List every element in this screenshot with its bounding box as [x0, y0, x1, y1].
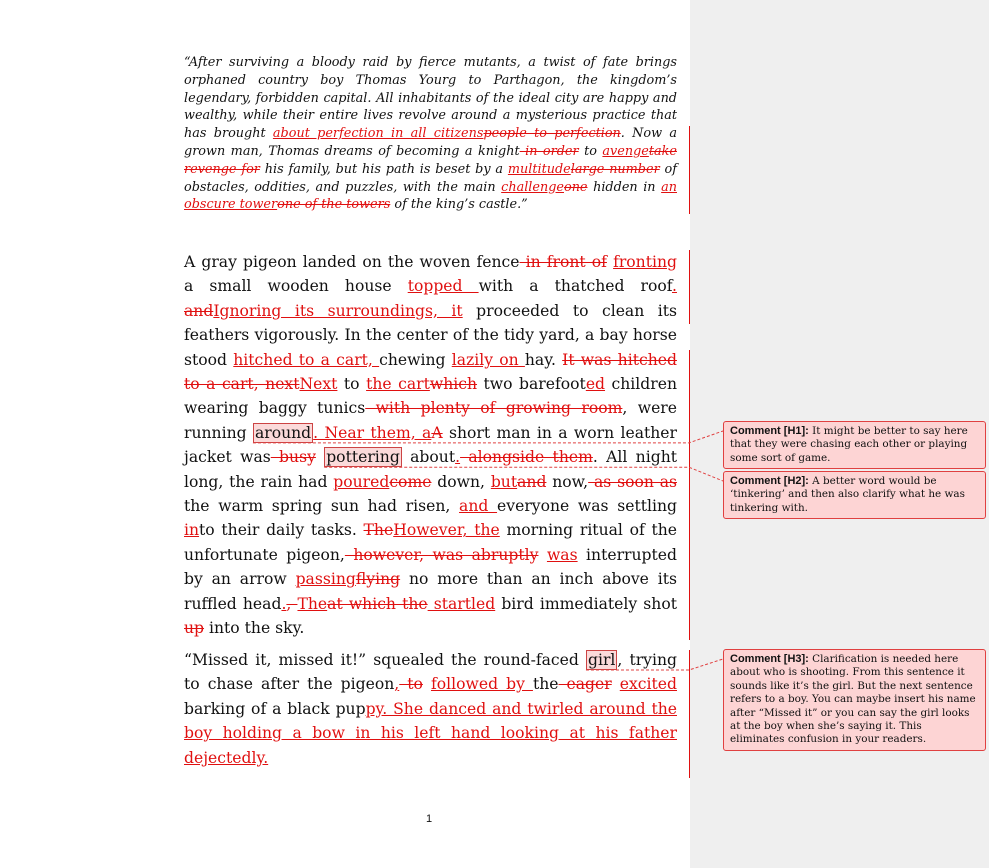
insertion[interactable]: poured [333, 472, 390, 491]
deletion[interactable]: in front of [519, 253, 607, 271]
text-run: his family, but his path is beset by a [259, 161, 508, 177]
text-run: to [337, 375, 367, 394]
deletion[interactable]: take revenge for [184, 143, 677, 177]
comment-balloon-h2[interactable] [723, 471, 986, 519]
insertion[interactable]: Ignoring its surroundings, it [213, 301, 463, 320]
text-run: everyone was settling [497, 497, 678, 516]
insertion[interactable]: followed by [430, 675, 533, 694]
deletion[interactable]: in order [519, 143, 579, 159]
text-run: . Now a grown man, Thomas dreams of becoming a knight [184, 126, 677, 159]
insertion[interactable]: . Near them, a [313, 423, 432, 442]
insertion[interactable]: the cart [366, 375, 430, 394]
deletion[interactable]: with plenty of growing room [365, 399, 623, 418]
deletion[interactable]: people to perfection [483, 126, 621, 142]
insertion[interactable]: about perfection in all citizens [272, 126, 484, 142]
text-run: hay. [524, 350, 563, 369]
summary-paragraph[interactable] [184, 54, 677, 214]
text-run: no more than an inch above its ruffled head [184, 570, 677, 613]
comment-label: Comment [H3]: [730, 653, 809, 665]
text-run [612, 675, 620, 693]
text-run: a small wooden house [184, 277, 408, 296]
insertion[interactable]: in [184, 521, 200, 540]
change-bar [689, 350, 690, 640]
comment-label: Comment [H2]: [730, 475, 809, 487]
change-bar [689, 126, 690, 214]
text-run: down, [431, 472, 491, 491]
page-number: 1 [426, 813, 433, 825]
deletion[interactable]: It was hitched to a cart, next [184, 350, 677, 394]
deletion[interactable]: come [389, 472, 432, 491]
deletion[interactable]: busy [270, 448, 316, 467]
insertion[interactable]: but [490, 472, 518, 491]
deletion[interactable]: flying [355, 570, 401, 589]
deletion[interactable]: The [363, 521, 394, 540]
comment-text: It might be better to say here that they were chasing each other or playing some sort of game. [730, 425, 968, 464]
text-run: morning ritual of the unfortunate pigeon, [184, 521, 678, 564]
text-run: short man in a worn leather jacket was [184, 423, 677, 467]
deletion[interactable]: eager [558, 675, 612, 694]
insertion[interactable]: startled [427, 594, 496, 613]
text-run: of the king’s castle.” [390, 197, 528, 213]
deletion[interactable]: A [431, 423, 443, 442]
comment-text: Clarification is needed here about who is shooting. From this sentence it sounds like it’s the girl. But the next sentence refers to a boy. You can maybe insert his name after “Missed it” or you can say the girl looks at the boy when she’s saying it. This eliminates confusion in your readers. [730, 653, 976, 746]
deletion[interactable]: as soon as [588, 472, 677, 491]
insertion[interactable]: hitched to a cart, [233, 350, 380, 369]
deletion[interactable]: to [399, 675, 423, 694]
body-paragraph-2[interactable] [184, 648, 677, 770]
insertion[interactable]: was [546, 545, 578, 564]
deletion[interactable]: up [184, 619, 205, 638]
text-run: with a thatched roof [478, 277, 673, 296]
insertion[interactable]: topped [407, 277, 479, 296]
comment-anchor-h1[interactable]: around [254, 423, 312, 442]
comment-balloon-h1[interactable] [723, 421, 986, 469]
deletion[interactable]: and [184, 301, 214, 320]
deletion[interactable]: one of the towers [277, 197, 391, 213]
text-run: hidden in [587, 179, 662, 195]
deletion[interactable]: , [286, 594, 298, 613]
text-run: bird immediately shot [495, 594, 677, 613]
insertion[interactable]: The [297, 594, 328, 613]
text-run: the [532, 675, 559, 694]
insertion[interactable]: . [455, 448, 461, 467]
text-run: about [401, 448, 456, 467]
text-run: now, [546, 472, 589, 491]
deletion[interactable]: and [517, 472, 547, 491]
comment-anchor-h3[interactable]: girl [587, 651, 616, 669]
text-run: . All night long, the rain had [184, 448, 677, 491]
text-run: of obstacles, oddities, and puzzles, with the main [184, 161, 677, 195]
insertion[interactable]: avenge [602, 143, 649, 159]
insertion[interactable]: Next [299, 375, 338, 394]
text-run: proceeded to clean its feathers vigorously. In the center of the tidy yard, a bay horse stood [184, 301, 677, 369]
deletion[interactable]: at which the [327, 594, 428, 613]
body-paragraph-1[interactable] [184, 250, 677, 641]
insertion[interactable]: , [394, 675, 400, 694]
comment-text: A better word would be ‘tinkering’ and then also clarify what he was tinkering with. [730, 475, 965, 514]
insertion[interactable]: lazily on [451, 350, 525, 369]
comment-label: Comment [H1]: [730, 425, 809, 437]
insertion[interactable]: multitude [507, 161, 571, 177]
insertion[interactable]: However, the [393, 521, 500, 540]
text-run [316, 448, 324, 466]
text-run: , were running [184, 399, 677, 442]
comment-anchor-h2[interactable]: pottering [326, 448, 400, 467]
text-run: the warm spring sun had risen, [184, 497, 460, 516]
deletion[interactable]: large number [570, 161, 660, 177]
insertion[interactable]: . [281, 594, 287, 613]
text-run: to [578, 143, 603, 159]
text-run [538, 546, 546, 564]
insertion[interactable]: ed [585, 375, 606, 394]
insertion[interactable]: challenge [501, 179, 564, 195]
insertion[interactable]: and [459, 497, 498, 516]
text-run: “Missed it, missed it!” squealed the round-faced [184, 651, 586, 669]
deletion[interactable]: alongside them [460, 448, 593, 467]
text-run: barking of a black pup [184, 699, 366, 718]
text-run: chewing [379, 350, 452, 369]
text-run: , trying to chase after the pigeon [184, 651, 677, 694]
insertion[interactable]: py. She danced and twirled around the boy holding a bow in his left hand looking at his father dejectedly. [184, 699, 677, 767]
insertion[interactable]: passing [295, 570, 356, 589]
text-run: two barefoot [477, 375, 586, 394]
text-run: “After surviving a bloody raid by fierce mutants, a twist of fate brings orphaned country boy Thomas Yourg to Parthagon, the kingdom’s legendary, forbidden capital. All inhabitants of the ideal city are happy and wealthy, while their entire lives revolve around a mysterious practice that has brought [184, 55, 677, 142]
deletion[interactable]: one [563, 179, 588, 195]
text-run: to their daily tasks. [199, 521, 364, 540]
deletion[interactable]: which [429, 375, 478, 394]
insertion[interactable]: an obscure tower [184, 179, 677, 213]
deletion[interactable]: however, was abruptly [344, 545, 539, 564]
insertion[interactable]: . [672, 277, 677, 296]
text-run: A gray pigeon landed on the woven fence [184, 253, 520, 271]
change-bar [689, 250, 690, 324]
comment-balloon-h3[interactable] [723, 649, 986, 751]
insertion[interactable]: excited [619, 675, 677, 694]
change-bar [689, 650, 690, 778]
text-run: into the sky. [204, 619, 305, 638]
text-run [423, 675, 431, 693]
text-run: interrupted by an arrow [184, 545, 677, 589]
text-run: children wearing baggy tunics [184, 375, 677, 418]
insertion[interactable]: fronting [613, 253, 677, 271]
